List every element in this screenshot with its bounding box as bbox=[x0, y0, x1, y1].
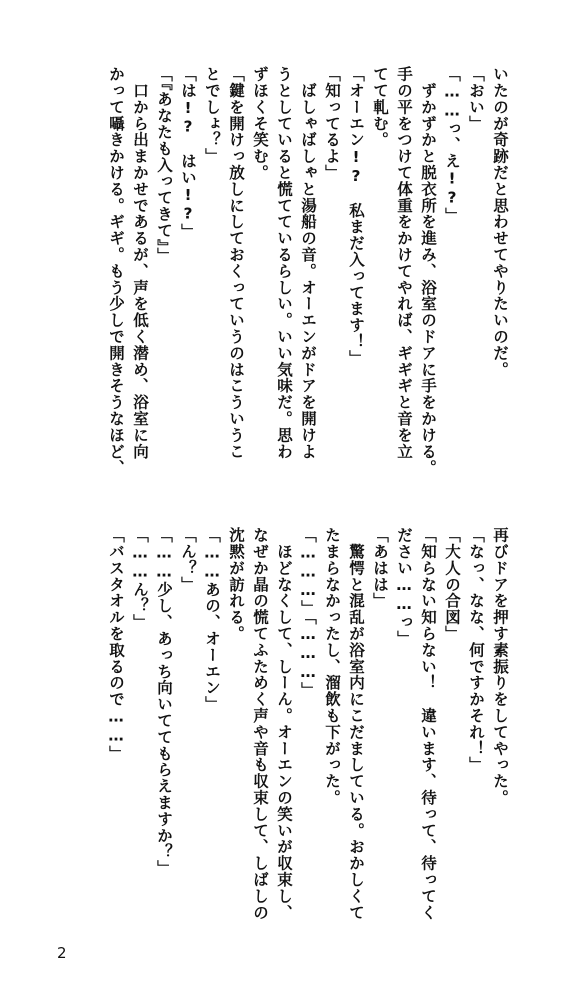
text-line: 「………」「………」 bbox=[299, 527, 317, 699]
text-line: 「は!? はい!?」 bbox=[179, 66, 197, 240]
text-line: 「ん？」 bbox=[179, 527, 197, 593]
text-line: 「鍵を開けっ放しにしておくっていうのはこういうこ bbox=[227, 66, 245, 460]
text-line: なぜか晶の慌てふためく声や音も収束して、しばしの bbox=[251, 527, 269, 921]
text-line: 「……あの、オーエン」 bbox=[203, 527, 221, 713]
text-line: いたのが奇跡だと思わせてやりたいのだ。 bbox=[491, 66, 509, 378]
text-line: てて軋む。 bbox=[371, 66, 389, 148]
text-line: 手の平をつけて体重をかけてやれば、ギギギと音を立 bbox=[395, 66, 413, 460]
text-line: 「『あなたも入ってきて』」 bbox=[155, 66, 173, 264]
text-line: ずかずかと脱衣所を進み、浴室のドアに手をかける。 bbox=[419, 66, 437, 476]
text-line: 驚愕と混乱が浴室内にこだましている。おかしくて bbox=[347, 527, 365, 921]
text-line: 「バスタオルを取るので……」 bbox=[107, 527, 125, 762]
text-line: 「知らない知らない！ 違います、待って、待ってく bbox=[419, 527, 437, 921]
text-line: 「オーエン!? 私まだ入ってます！」 bbox=[347, 66, 365, 367]
text-line: 「……っ、え!?」 bbox=[443, 66, 461, 224]
text-line: 「……ん？」 bbox=[131, 527, 149, 631]
text-line: 「あはは」 bbox=[371, 527, 389, 609]
text-line: 口から出まかせであるが、声を低く潜め、浴室に向 bbox=[131, 66, 149, 460]
text-line: 「知ってるよ」 bbox=[323, 66, 341, 181]
upper-text-block bbox=[104, 66, 512, 486]
text-line: 「……少し、あっち向いててもらえますか？」 bbox=[155, 527, 173, 877]
text-line: とでしょ？」 bbox=[203, 66, 221, 165]
text-line: 「おい」 bbox=[467, 66, 485, 132]
lower-text-block bbox=[104, 527, 512, 921]
text-line: 「なっ、なな、何ですかそれ！」 bbox=[467, 527, 485, 773]
text-line: 再びドアを押す素振りをしてやった。 bbox=[491, 527, 509, 806]
page-number: 2 bbox=[57, 944, 67, 962]
text-line: ずほくそ笑む。 bbox=[251, 66, 269, 181]
text-line: たまらなかったし、溜飲も下がった。 bbox=[323, 527, 341, 806]
text-line: 「大人の合図」 bbox=[443, 527, 461, 642]
text-line: ばしゃばしゃと湯船の音。オーエンがドアを開けよ bbox=[299, 66, 317, 460]
text-line: かって囁きかける。ギギ。もう少しで開きそうなほど、 bbox=[107, 66, 125, 476]
text-line: うとしていると慌てているらしい。いい気味だ。思わ bbox=[275, 66, 293, 460]
text-line: 沈黙が訪れる。 bbox=[227, 527, 245, 642]
text-line: ださい……っ」 bbox=[395, 527, 413, 647]
text-line: ほどなくして、しーん。オーエンの笑いが収束し、 bbox=[275, 527, 293, 921]
